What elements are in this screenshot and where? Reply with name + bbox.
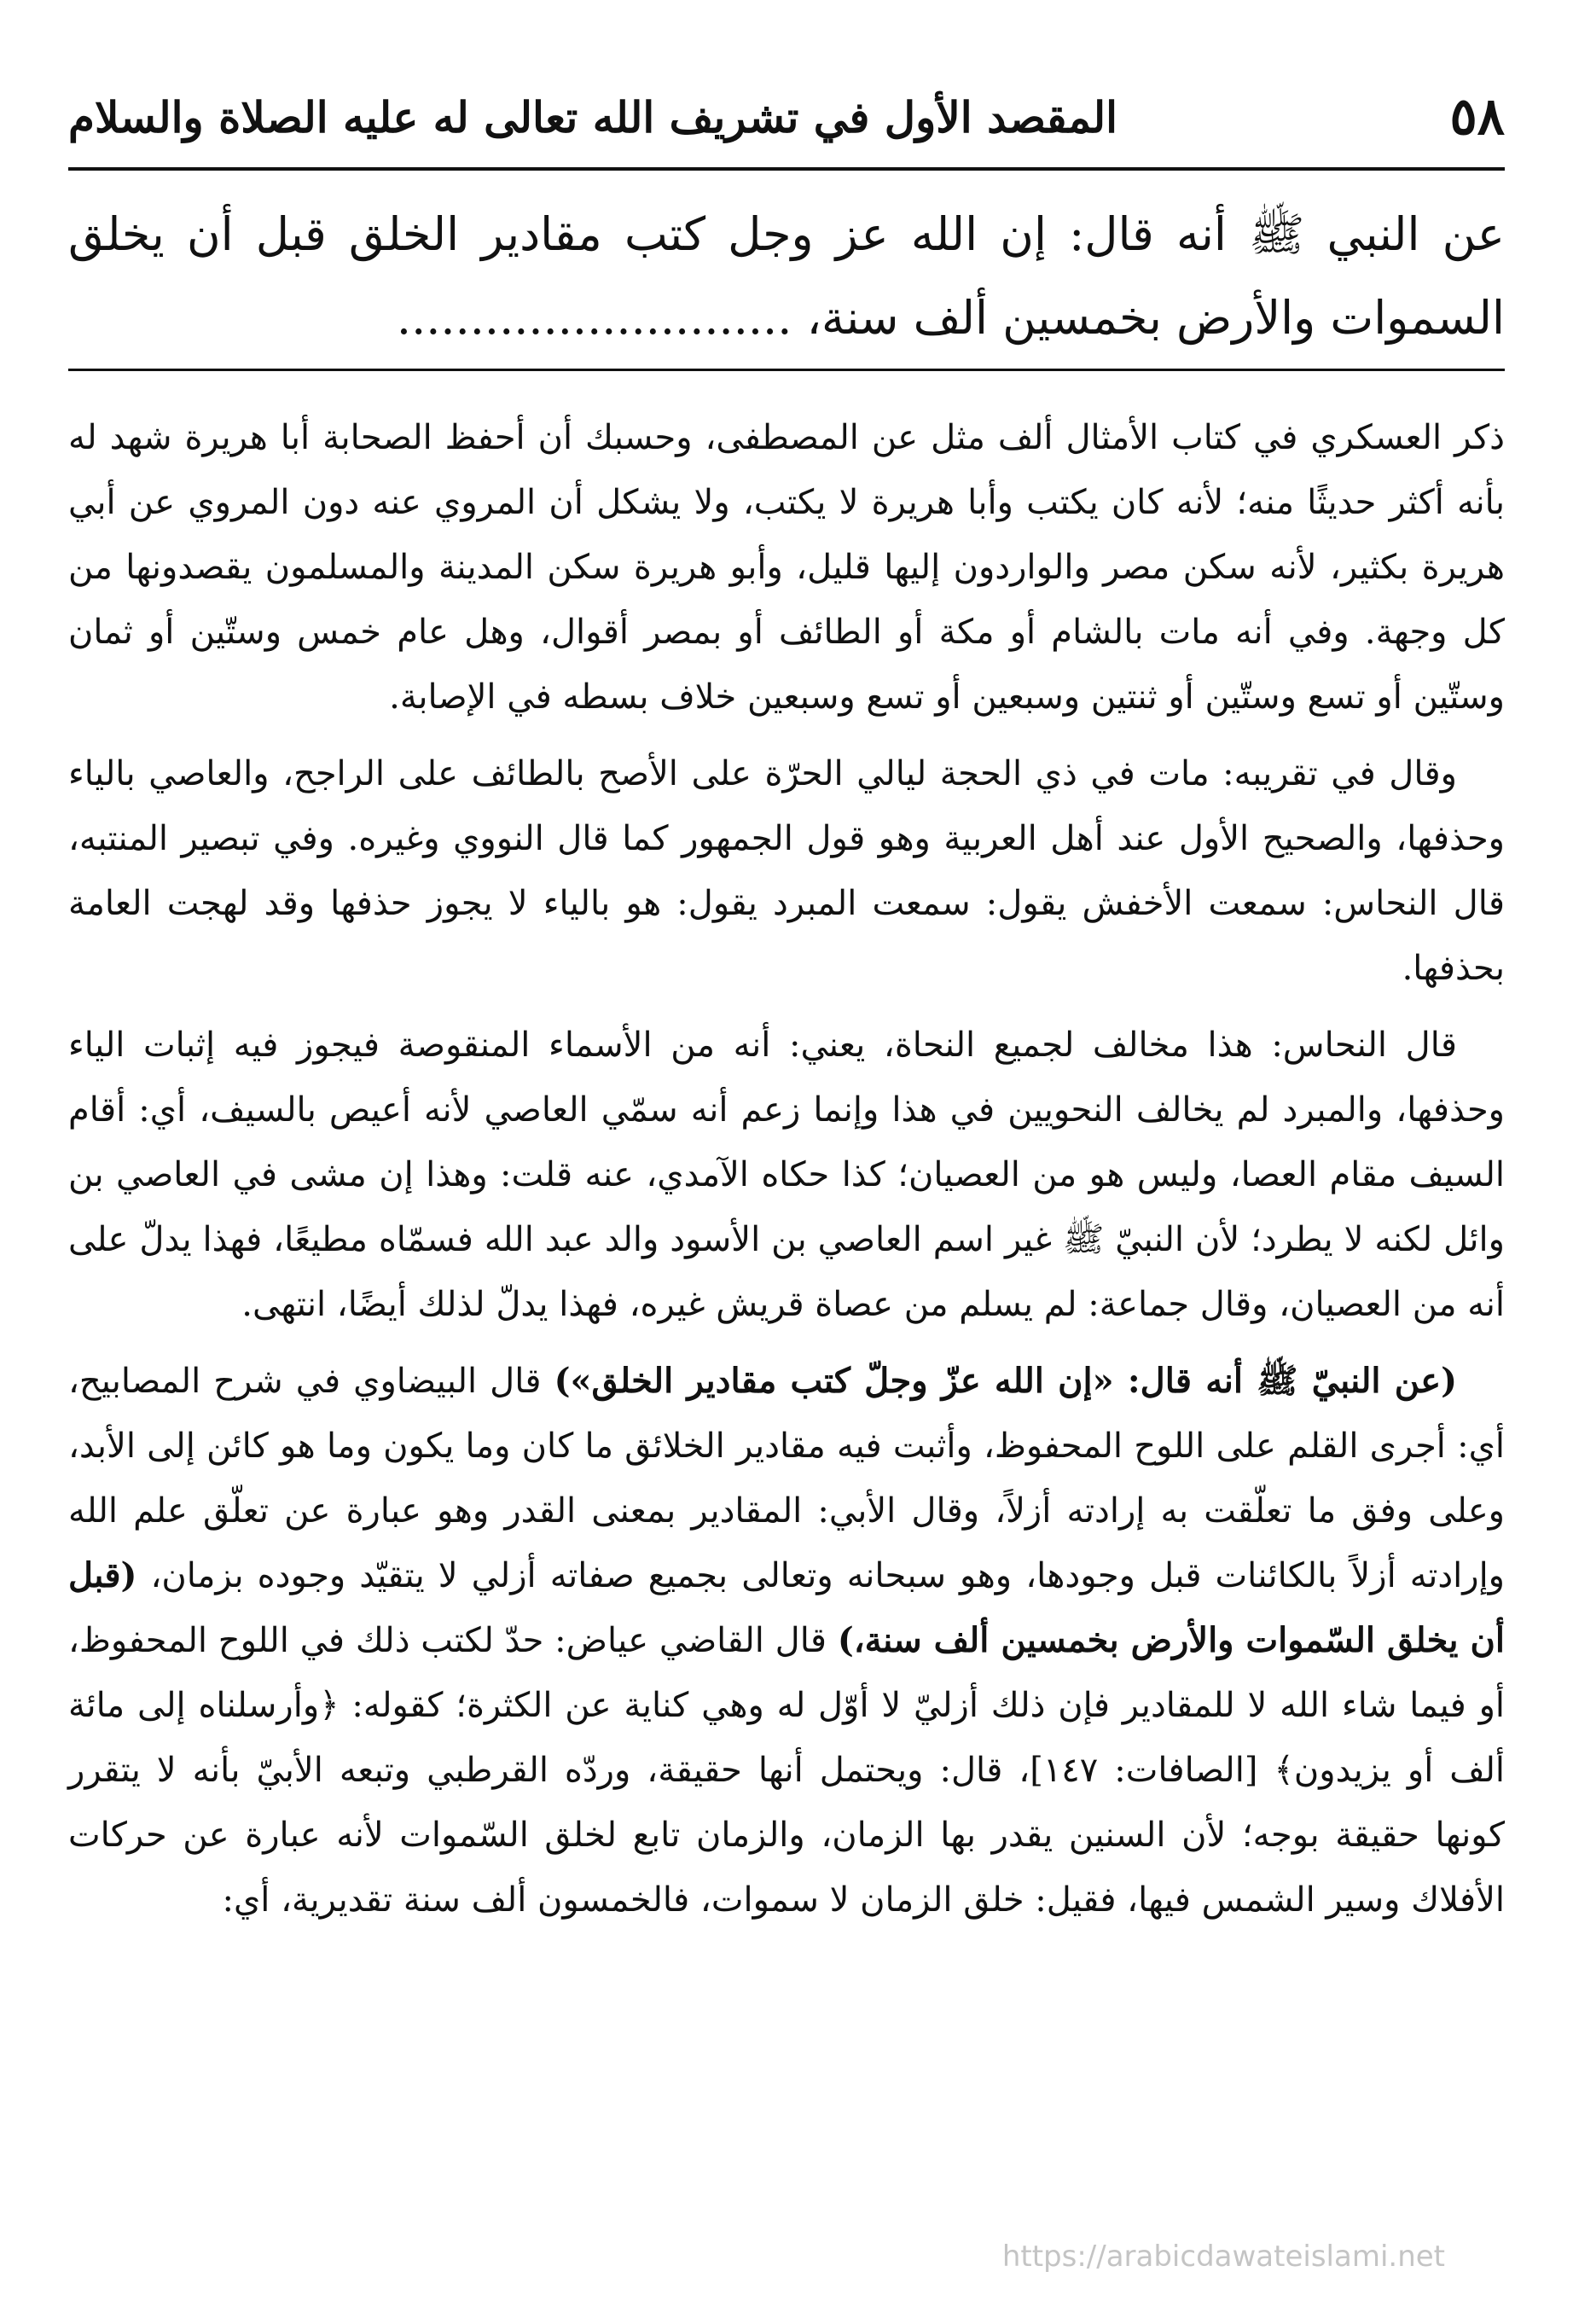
commentary-text-2: قال القاضي عياض: حدّ لكتب ذلك في اللوح المحفوظ، أو فيما شاء الله لا للمقادير فإن ذلك أزليّ لا أوّل له وهي كناية عن الكثرة؛ كقوله: ﴿وأرسلناه إلى مائة ألف أو يزيدون﴾ [الصافات: ١٤٧]، قال: ويحتمل أنها حقيقة، وردّه القرطبي وتبعه الأبيّ بأنه لا يتقرر كونها حقيقة بوجه؛ لأن السنين يقدر بها الزمان، والزمان تابع لخلق السّموات لأنه عبارة عن حركات الأفلاك وسير الشمس فيها، فقيل: خلق الزمان لا سموات، فالخمسون ألف سنة تقديرية، أي: bbox=[68, 1621, 1505, 1920]
quoted-hadith-part-2: (قبل أن يخلق السّموات والأرض بخمسين ألف سنة،) bbox=[68, 1555, 1506, 1660]
commentary-paragraph-4 bbox=[68, 1349, 1505, 1932]
header-rule bbox=[68, 167, 1505, 171]
commentary-paragraph-2: وقال في تقريبه: مات في ذي الحجة ليالي الحرّة على الأصح بالطائف على الراجح، والعاصي بالياء وحذفها، والصحيح الأول عند أهل العربية وهو قول الجمهور كما قال النووي وغيره. وفي تبصير المنتبه، قال النحاس: سمعت الأخفش يقول: سمعت المبرد يقول: هو بالياء لا يجوز حذفها وقد لهجت العامة بحذفها. bbox=[68, 754, 1506, 988]
commentary-block bbox=[68, 405, 1505, 1944]
matn-divider-rule bbox=[68, 369, 1505, 371]
matn-dots: ........................... bbox=[396, 291, 792, 345]
page-header bbox=[68, 78, 1505, 155]
running-title: المقصد الأول في تشريف الله تعالى له عليه الصلاة والسلام bbox=[68, 91, 1118, 142]
commentary-paragraph-1: ذكر العسكري في كتاب الأمثال ألف مثل عن المصطفى، وحسبك أن أحفظ الصحابة أبا هريرة شهد له بأنه أكثر حديثًا منه؛ لأنه كان يكتب وأبا هريرة لا يكتب، ولا يشكل أن المروي عنه دون المروي عن أبي هريرة بكثير، لأنه سكن مصر والواردون إليها قليل، وأبو هريرة سكن المدينة والمسلمون يقصدونها من كل وجهة. وفي أنه مات بالشام أو مكة أو الطائف أو بمصر أقوال، وهل عام خمس وستّين أو ثمان وستّين أو تسع وستّين أو ثنتين وسبعين أو تسع وسبعين خلاف بسطه في الإصابة. bbox=[68, 418, 1506, 717]
matn-text: عن النبي ﷺ أنه قال: إن الله عز وجل كتب مقادير الخلق قبل أن يخلق السموات والأرض بخمسين ألف سنة، bbox=[68, 207, 1505, 345]
commentary-paragraph-3: قال النحاس: هذا مخالف لجميع النحاة، يعني: أنه من الأسماء المنقوصة فيجوز فيه إثبات الياء وحذفها، والمبرد لم يخالف النحويين في هذا وإنما زعم أنه سمّي العاصي لأنه أعيص بالسيف، أي: أقام السيف مقام العصا، وليس هو من العصيان؛ كذا حكاه الآمدي، عنه قلت: وهذا إن مشى في العاصي بن وائل لكنه لا يطرد؛ لأن النبيّ ﷺ غير اسم العاصي بن الأسود والد عبد الله فسمّاه مطيعًا، فهذا يدلّ على أنه من العصيان، وقال جماعة: لم يسلم من عصاة قريش غيره، فهذا يدلّ لذلك أيضًا، انتهى. bbox=[68, 1025, 1505, 1324]
matn-text-block bbox=[68, 193, 1505, 360]
watermark-url: https://arabicdawateislami.net bbox=[1001, 2240, 1445, 2274]
commentary-text-1: قال البيضاوي في شرح المصابيح، أي: أجرى القلم على اللوح المحفوظ، وأثبت فيه مقادير الخلائق ما كان وما يكون وما هو كائن إلى الأبد، وعلى وفق ما تعلّقت به إرادته أزلاً، وقال الأبي: المقادير بمعنى القدر وهو عبارة عن تعلّق علم الله وإرادته أزلاً بالكائنات قبل وجودها، وهو سبحانه وتعالى بجميع صفاته أزلي لا يتقيّد وجوده بزمان، bbox=[68, 1362, 1506, 1595]
page-number: ٥٨ bbox=[1449, 87, 1505, 147]
quoted-hadith-part-1: (عن النبيّ ﷺ أنه قال: «إن الله عزّ وجلّ كتب مقادير الخلق») bbox=[554, 1361, 1457, 1401]
